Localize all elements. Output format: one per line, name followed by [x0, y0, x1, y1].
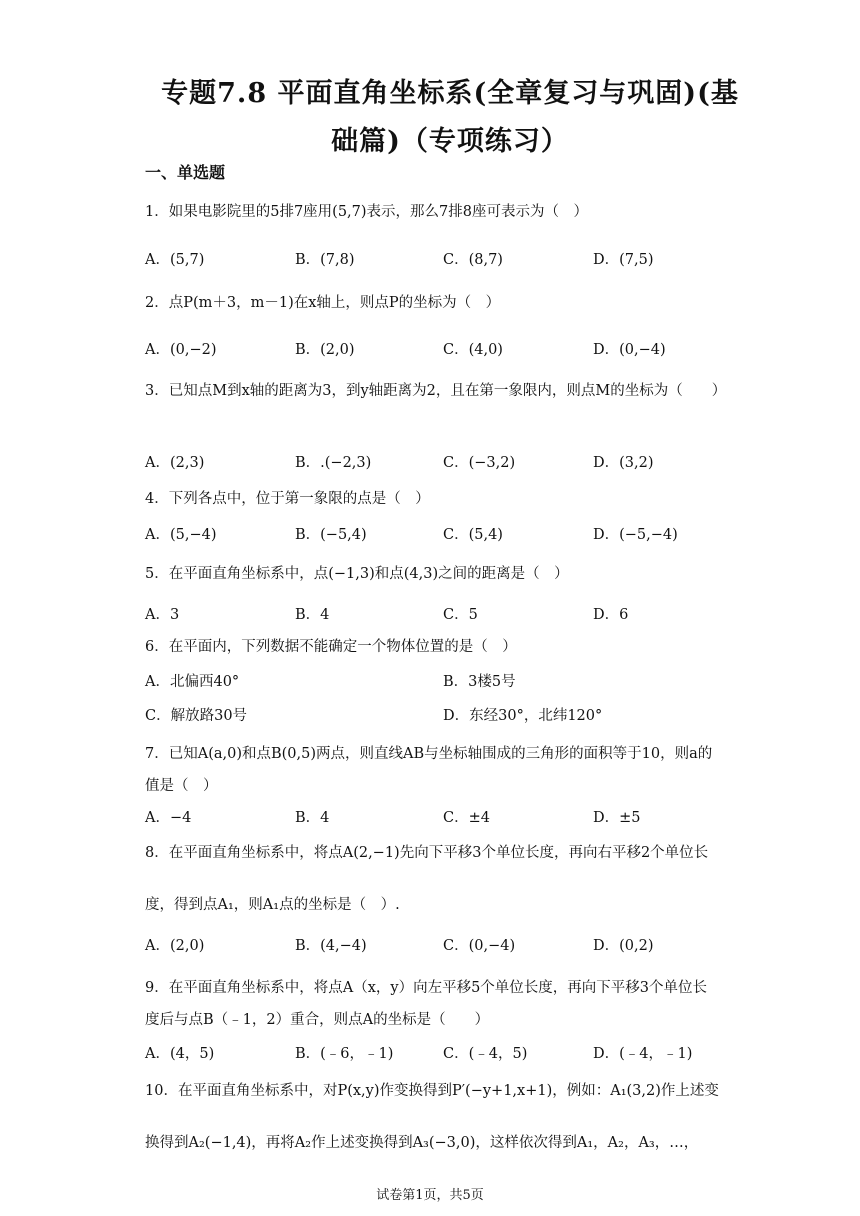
question-1: 1．如果电影院里的5排7座用(5,7)表示，那么7排8座可表示为（ ）: [145, 204, 588, 220]
option-a: A．(2,3): [145, 455, 205, 471]
option-a: A．(0,−2): [145, 342, 217, 358]
question-10: 10．在平面直角坐标系中，对P(x,y)作变换得到P′(−y+1,x+1)，例如：A₁(3,2)作上述变换得到A₂(−1,4)，再将A₂作上述变换得到A₃(−3,0)，这样依次得到A₁，A₂，A₃，…，: [145, 1083, 719, 1151]
section-heading: 一、单选题: [145, 163, 226, 182]
question-9-options: [145, 1042, 745, 1064]
option-c: C．±4: [443, 810, 490, 826]
title-line-1: 专题7.8 平面直角坐标系(全章复习与巩固)(基: [161, 78, 739, 109]
option-a: A．(5,7): [145, 252, 205, 268]
option-a: A．(5,−4): [145, 527, 217, 543]
option-c: C．(5,4): [443, 527, 503, 543]
option-a: A．北偏西40°: [145, 674, 240, 690]
question-9: 9．在平面直角坐标系中，将点A（x，y）向左平移5个单位长度，再向下平移3个单位长度后与点B（﹣1，2）重合，则点A的坐标是（ ）: [145, 980, 708, 1028]
question-7-options: [145, 806, 745, 828]
question-8: 8．在平面直角坐标系中，将点A(2,−1)先向下平移3个单位长度，再向右平移2个单位长度，得到点A₁，则A₁点的坐标是（ ）.: [145, 845, 709, 913]
question-3-options: [145, 451, 745, 473]
option-c: C．(−3,2): [443, 455, 516, 471]
option-b: B．4: [295, 810, 330, 826]
option-d: D．6: [593, 607, 629, 623]
option-d: D．东经30°，北纬120°: [443, 708, 603, 724]
option-c: C．解放路30号: [145, 708, 248, 724]
option-c: C．(8,7): [443, 252, 503, 268]
option-d: D．(0,−4): [593, 342, 666, 358]
option-c: C．(4,0): [443, 342, 503, 358]
option-d: D．(−5,−4): [593, 527, 678, 543]
option-d: D．(﹣4，﹣1): [593, 1046, 693, 1062]
option-b: B．3楼5号: [443, 674, 516, 690]
question-2: 2．点P(m＋3，m－1)在x轴上，则点P的坐标为（ ）: [145, 295, 501, 311]
page-footer: 试卷第1页，共5页: [376, 1188, 484, 1203]
title-line-2: 础篇)（专项练习）: [331, 126, 569, 157]
question-6-options-row-2: [145, 704, 745, 726]
question-6: 6．在平面内，下列数据不能确定一个物体位置的是（ ）: [145, 639, 517, 655]
option-a: A．(4，5): [145, 1046, 215, 1062]
option-b: B．(4,−4): [295, 938, 367, 954]
question-6-options-row-1: [145, 670, 745, 692]
option-a: A．−4: [145, 810, 192, 826]
option-b: B．4: [295, 607, 330, 623]
question-2-options: [145, 338, 745, 360]
option-a: A．3: [145, 607, 180, 623]
question-1-options: [145, 248, 745, 270]
question-7: 7．已知A(a,0)和点B(0,5)两点，则直线AB与坐标轴围成的三角形的面积等于10，则a的值是（ ）: [145, 746, 713, 794]
option-c: C．(﹣4，5): [443, 1046, 528, 1062]
question-5: 5．在平面直角坐标系中，点(−1,3)和点(4,3)之间的距离是（ ）: [145, 566, 569, 582]
option-d: D．±5: [593, 810, 641, 826]
question-4: 4．下列各点中，位于第一象限的点是（ ）: [145, 491, 430, 507]
question-4-options: [145, 523, 745, 545]
option-b: B．(−5,4): [295, 527, 367, 543]
option-d: D．(7,5): [593, 252, 654, 268]
question-8-options: [145, 934, 745, 956]
option-d: D．(0,2): [593, 938, 654, 954]
option-c: C．5: [443, 607, 478, 623]
option-b: B．(﹣6，﹣1): [295, 1046, 394, 1062]
option-a: A．(2,0): [145, 938, 205, 954]
option-b: B．.(−2,3): [295, 455, 372, 471]
option-b: B．(7,8): [295, 252, 355, 268]
question-3: 3．已知点M到x轴的距离为3，到y轴距离为2，且在第一象限内，则点M的坐标为（ ）: [145, 383, 727, 399]
option-c: C．(0,−4): [443, 938, 516, 954]
option-d: D．(3,2): [593, 455, 654, 471]
option-b: B．(2,0): [295, 342, 355, 358]
question-5-options: [145, 603, 745, 625]
document-title: [120, 70, 780, 166]
